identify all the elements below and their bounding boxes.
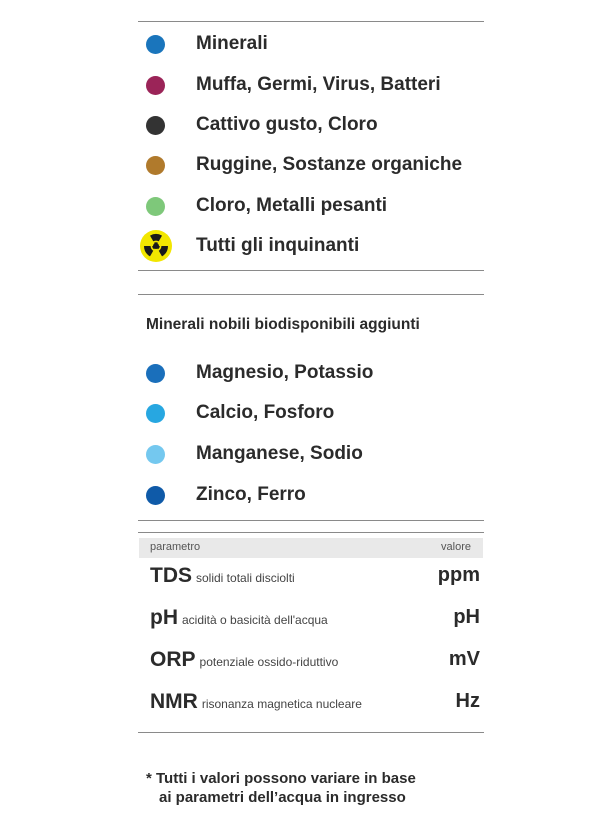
parameters-header-param: parametro [150,541,201,553]
light-blue-dot-icon [146,445,165,464]
parameters-header [139,538,483,558]
legend-label: Muffa, Germi, Virus, Batteri [196,74,441,95]
legend-item-minerali [146,29,268,59]
legend-label: Cattivo gusto, Cloro [196,114,378,135]
legend-label: Tutti gli inquinanti [196,235,360,256]
legend-item-ruggine [146,150,462,180]
mineral-item-zinco [146,480,306,510]
param-code: NMR [150,690,198,713]
legend-label: Minerali [196,33,268,54]
cyan-dot-icon [146,404,165,423]
mineral-item-manganese [146,439,363,469]
param-row-nmr [150,690,480,720]
mineral-label: Zinco, Ferro [196,484,306,505]
radiation-icon [139,229,173,263]
footnote [146,769,416,807]
divider-params-bottom [138,732,484,733]
footnote-line-2: ai parametri dell’acqua in ingresso [159,789,406,806]
black-dot-icon [146,116,165,135]
param-desc: solidi totali disciolti [196,571,295,585]
legend-label: Ruggine, Sostanze organiche [196,154,463,175]
mineral-item-calcio [146,398,334,428]
divider-minerals-bottom [138,520,484,521]
param-desc: acidità o basicità dell'acqua [182,613,328,627]
param-desc: risonanza magnetica nucleare [201,697,362,711]
param-row-orp [150,648,480,678]
param-unit: mV [448,648,480,670]
parameters-header-value: valore [441,541,471,553]
divider-contaminants-bottom [138,270,484,271]
mineral-label: Calcio, Fosforo [196,402,335,423]
blue-dot-icon [146,35,165,54]
blue-dot-icon [146,364,165,383]
legend-item-cloro-metalli [146,191,387,221]
param-unit: ppm [437,564,480,586]
param-row-ph [150,606,480,636]
mineral-label: Magnesio, Potassio [196,362,374,383]
param-row-tds [150,564,480,594]
param-code: TDS [150,564,192,587]
legend-item-tutti-inquinanti [146,231,359,261]
legend-label: Cloro, Metalli pesanti [196,195,388,216]
param-unit: pH [453,606,480,628]
minerals-section-title: Minerali nobili biodisponibili aggiunti [146,316,420,333]
mineral-label: Manganese, Sodio [196,443,363,464]
param-desc: potenziale ossido-riduttivo [199,655,339,669]
brown-dot-icon [146,156,165,175]
param-code: pH [150,606,178,629]
dark-blue-dot-icon [146,486,165,505]
divider-minerals-top [138,294,484,295]
divider-params-top [138,532,484,533]
divider-top [138,21,484,22]
legend-item-cattivo-gusto [146,110,378,140]
param-code: ORP [150,648,196,671]
mineral-item-magnesio [146,358,373,388]
legend-item-muffa [146,70,441,100]
magenta-dot-icon [146,76,165,95]
green-dot-icon [146,197,165,216]
param-unit: Hz [455,690,480,712]
footnote-line-1: * Tutti i valori possono variare in base [146,770,416,787]
